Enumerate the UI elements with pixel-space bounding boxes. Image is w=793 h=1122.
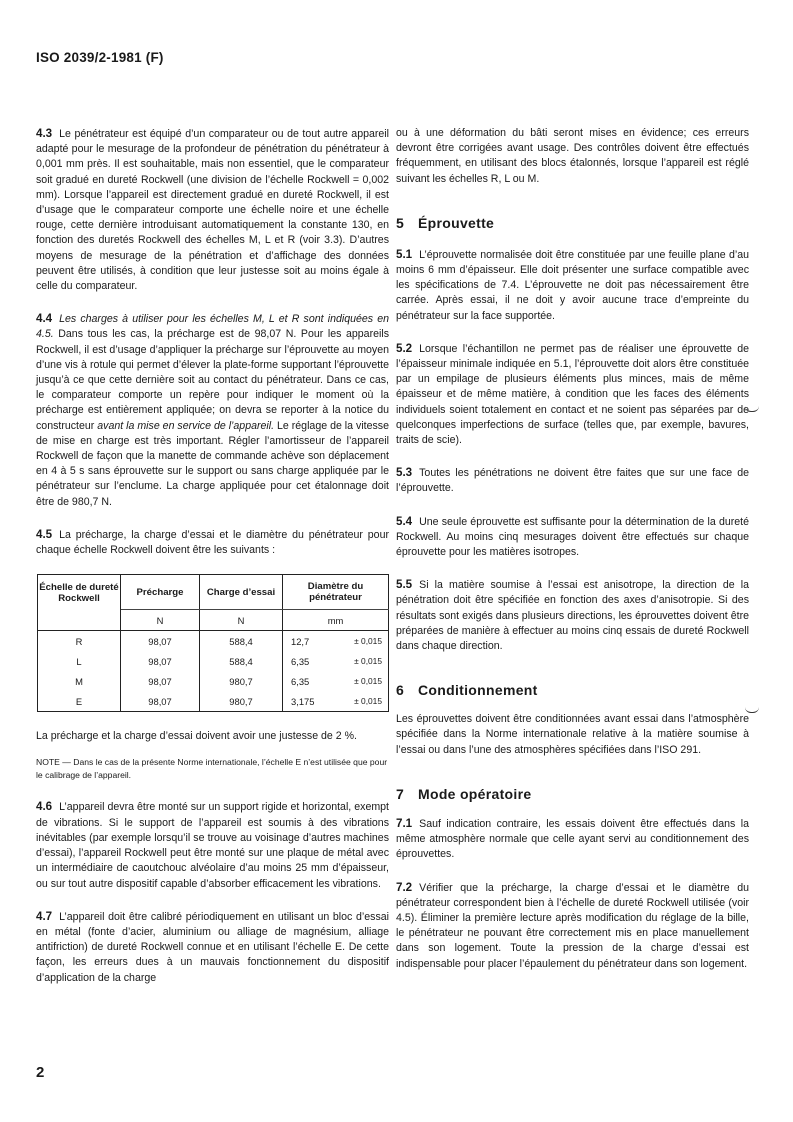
clause-text: Si la matière soumise à l’essai est anisotrope, la direction de la pénétration doit être spécifiée en fonction des axes d’anisotropie. Si des résultats sont exigés dans plusieurs directions, les éprouvettes doivent être préparées de manière à effectuer au moins cinq essais de dureté Rockwell dans chaque direction. [396,579,749,653]
clause-number: 5.5 [396,578,413,592]
cell-scale: L [38,651,121,671]
section-5-heading [396,215,749,231]
header-preload: Précharge [121,575,200,610]
unit-preload: N [121,610,200,631]
clause-number: 5.4 [396,514,413,528]
clause-text: Le pénétrateur est équipé d’un comparateur ou de tout autre appareil adapté pour le mesurage de la profondeur de pénétration du pénétrateur à 0,001 mm près. Il est souhaitable, mais non essentiel, que le comparateur soit gradué en dureté Rockwell (une division de l’échelle Rockwell = 0,002 mm). Lorsque l’appareil est directement gradué en dureté Rockwell, il est d’usage que le comparateur comporte une échelle noire et une échelle rouge, cette dernière introduisant automatiquement la constante 130, en fonction des duretés Rockwell des échelles M, L et R (voir 3.3). D’autres moyens de mesurage de la pénétration et d’affichage des données peuvent être utilisés, à condition que leur justesse soit au moins égale à celle du comparateur. [36,128,389,293]
cell-preload: 98,07 [121,691,200,712]
clause-text: Dans tous les cas, la précharge est de 98,07 N. Pour les appareils Rockwell, il est d’usage d’appliquer la précharge sur l’éprouvette au moyen d’une vis à rotule qui permet d’élever la plate-forme supportant l’éprouvette jusqu’à ce que cette dernière soit au contact du pénétrateur. Dans ce cas, le comparateur comporte un repère pour indiquer le moment où la précharge est entièrement appliquée; on devra se reporter à la notice du constructeur [36,328,389,432]
table-row [38,691,389,712]
cell-preload: 98,07 [121,651,200,671]
cell-scale: M [38,671,121,691]
cell-test-load: 588,4 [200,651,283,671]
cell-diameter [283,631,389,652]
header-diameter: Diamètre du pénétrateur [283,575,389,610]
tolerance-value: ± 0,015 [354,655,382,666]
document-header: ISO 2039/2-1981 (F) [36,50,164,65]
rockwell-scale-table [37,574,389,712]
paragraph-5-2 [396,341,749,448]
unit-diameter: mm [283,610,389,631]
diameter-value: 3,175 [291,695,315,707]
section-number: 6 [396,682,405,699]
paragraph-4-3 [36,126,389,294]
accuracy-paragraph: La précharge et la charge d’essai doivent avoir une justesse de 2 %. [36,730,357,743]
clause-text: Toutes les pénétrations ne doivent être faites que sur une face de l’éprouvette. [396,467,749,495]
paragraph-4-5 [36,527,389,558]
cell-test-load: 980,7 [200,671,283,691]
section-6-heading [396,682,749,698]
clause-text: L’appareil doit être calibré périodiquement en utilisant un bloc d’essai en métal (fonte d’acier, aluminium ou alliage de magnésium, alliage antifriction) de dureté Rockwell connue et en utilisant l’échelle E. De cette façon, les erreurs dues à un mauvais fonctionnement du dispositif d’application de la charge [36,910,389,984]
cell-scale: E [38,691,121,712]
clause-number: 4.5 [36,527,53,541]
table-row [38,631,389,652]
margin-mark-icon [745,406,759,412]
cell-scale: R [38,631,121,652]
cell-diameter [283,671,389,691]
clause-number: 4.3 [36,127,53,140]
section-number: 7 [396,785,405,802]
clause-number: 4.7 [36,909,53,923]
clause-italic-mid: avant la mise en service de l’appareil. [97,419,275,432]
page-number: 2 [36,1064,45,1081]
paragraph-5-4 [396,514,749,561]
clause-text: L’appareil devra être monté sur un support rigide et horizontal, exempt de vibrations. Si le support de l’appareil est soumis à des vibrations inévitables (par exemple lorsqu’il se trouve au voisinage d’autres machines d’essai), l’appareil Rockwell peut être monté sur une plaque de métal avec un intermédiaire de caoutchouc alvéolaire d’au moins 25 mm d’épaisseur, ou sur tout autre dispositif capable d’absorber efficacement les vibrations. [36,801,389,890]
table-row [38,651,389,671]
diameter-value: 6,35 [291,675,310,687]
clause-number: 4.4 [36,312,53,326]
paragraph-4-7 [36,909,389,986]
section-7-heading [396,786,749,802]
section-number: 5 [396,214,405,231]
clause-number: 5.2 [396,341,413,355]
paragraph-7-2 [396,880,749,972]
cell-test-load: 588,4 [200,631,283,652]
paragraph-5-5 [396,577,749,654]
clause-text: Le réglage de la vitesse de mise en charge est très important. Régler l’amortisseur de l’appareil Rockwell de façon que la manette de commande achève son déplacement en 4 à 5 s sans éprouvette sur le support ou sans charge appliquée par le pénétrateur sur l’enclume. La charge appliquée pour cet étalonnage doit être de 980,7 N. [36,419,389,508]
paragraph-4-6 [36,799,389,891]
paragraph-4-7-continued: ou à une déformation du bâti seront mises en évidence; ces erreurs devront être corrigées avant usage. Des contrôles doivent être effectués fréquemment, en utilisant des blocs étalonnés, lorsque l’appareil est réglé suivant les échelles R, L ou M. [396,127,749,185]
unit-test-load: N [200,610,283,631]
paragraph-7-1 [396,816,749,863]
header-scale: Échelle de dureté Rockwell [38,575,121,610]
section-title: Éprouvette [418,214,495,231]
paragraph-4-4 [36,311,389,510]
cell-preload: 98,07 [121,671,200,691]
left-column [36,126,389,986]
tolerance-value: ± 0,015 [354,695,382,706]
clause-number: 4.6 [36,800,53,814]
clause-number: 5.1 [396,247,413,261]
clause-number: 7.2 [396,880,413,894]
tolerance-value: ± 0,015 [354,675,382,686]
clause-text: L’éprouvette normalisée doit être constituée par une feuille plane d’au moins 6 mm d’épaisseur. Elle doit présenter une surface compatible avec les spécifications de 7.4. L’éprouvette ne doit pas nécessairement être carrée. Après essai, il ne doit y avoir aucune trace d’empreinte du pénétrateur sur la face supportée. [396,248,749,322]
clause-number: 5.3 [396,466,413,480]
paragraph-5-1 [396,247,749,324]
header-test-load: Charge d’essai [200,575,283,610]
cell-diameter [283,691,389,712]
section-title: Conditionnement [418,682,538,699]
note-paragraph: NOTE — Dans le cas de la présente Norme internationale, l’échelle E n’est utilisée que pour le calibrage de l’appareil. [36,757,388,781]
cell-test-load: 980,7 [200,691,283,712]
clause-text: La précharge, la charge d’essai et le diamètre du pénétrateur pour chaque échelle Rockwell doivent être les suivants : [36,528,389,557]
tolerance-value: ± 0,015 [354,635,382,646]
cell-preload: 98,07 [121,631,200,652]
paragraph-5-3 [396,465,749,496]
diameter-value: 6,35 [291,655,310,667]
table-row [38,671,389,691]
header-scale-spacer [38,610,121,631]
clause-italic-lead: Les charges à utiliser pour les échelles M, L et R sont indiquées en 4.5. [36,313,389,341]
margin-mark-icon [745,707,759,713]
paragraph-6: Les éprouvettes doivent être conditionnées avant essai dans l’atmosphère spécifiée dans la Norme internationale relative à la matière soumise à l’essai ou dans l’une des atmosphères spécifiées dans l’ISO 291. [396,713,749,756]
right-column [396,126,749,972]
section-title: Mode opératoire [418,785,532,802]
clause-text: Lorsque l’échantillon ne permet pas de réaliser une éprouvette de l’épaisseur minimale indiquée en 5.1, l’éprouvette doit alors être constituée par un empilage de plusieurs éléments plus minces, mais de même épaisseur et de même matière, à condition que les faces des éléments individuels soient totalement en contact et ne soient pas séparées par de quelconques imperfections de surface (telles que, par exemple, bavures, traits de scie). [396,342,749,447]
clause-text: Une seule éprouvette est suffisante pour la détermination de la dureté Rockwell. Au moins cinq mesurages doivent être effectués sur chaque éprouvette pour les matières isotropes. [396,515,749,559]
clause-text: Sauf indication contraire, les essais doivent être effectués dans la même atmosphère normale que celle ayant servi au conditionnement des éprouvettes. [396,817,749,861]
clause-text: Vérifier que la précharge, la charge d’essai et le diamètre du pénétrateur correspondent bien à l’échelle de dureté Rockwell utilisée (voir 4.5). Éliminer la première lecture après modification du réglage de la bille, le pénétrateur ne pouvant être correctement mis en place manuellement dans son logement. Toute la pression de la charge d’essai est indispensable pour placer l’épaulement du pénétrateur dans son logement. [396,881,749,970]
diameter-value: 12,7 [291,635,310,647]
clause-number: 7.1 [396,816,413,830]
cell-diameter [283,651,389,671]
